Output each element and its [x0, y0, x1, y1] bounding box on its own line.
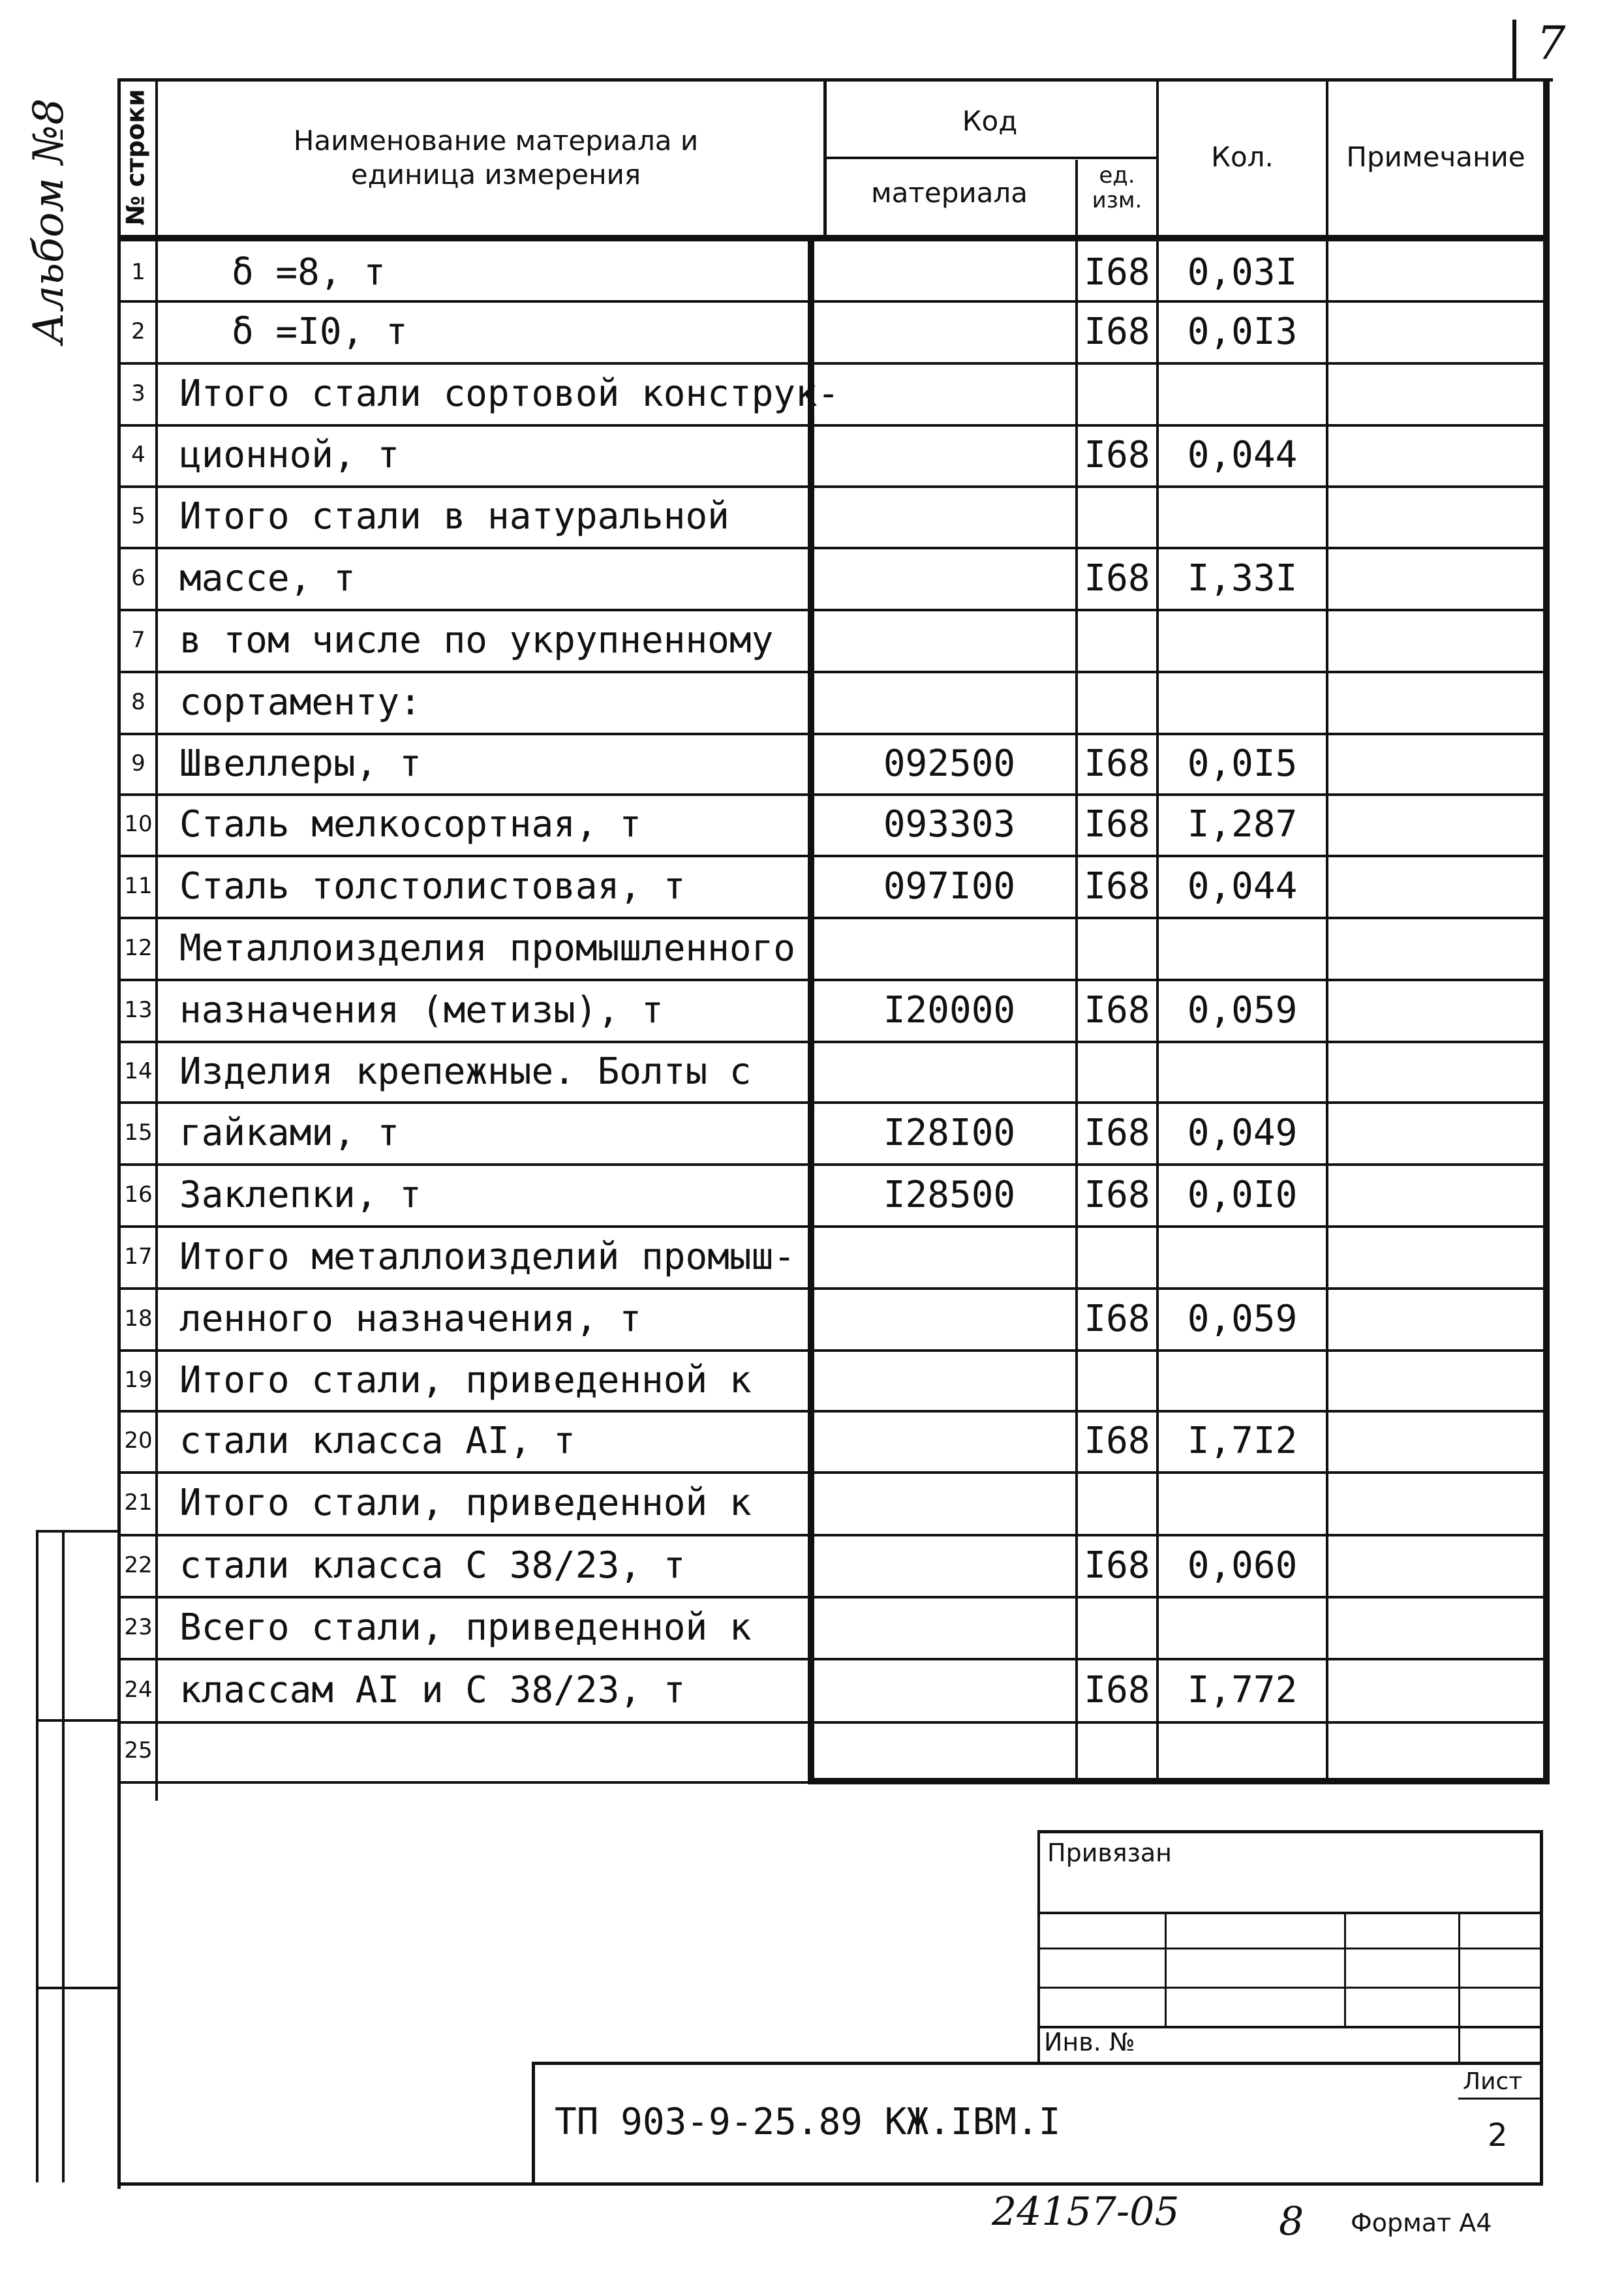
row-name: Швеллеры, т: [179, 742, 421, 785]
row-qty: I,7I2: [1187, 1420, 1298, 1462]
row-number: 17: [124, 1243, 153, 1270]
row-code: 093303: [883, 803, 1016, 846]
row-name: стали класса С 38/23, т: [179, 1544, 686, 1587]
row-number: 9: [131, 750, 146, 776]
row-name: Всего стали, приведенной к: [179, 1606, 752, 1649]
row-name: массе, т: [179, 557, 356, 600]
row-code: I28I00: [883, 1111, 1016, 1154]
header-name: Наименование материала и единица измерения: [293, 125, 699, 191]
header-row-no: № строки: [121, 89, 150, 226]
row-qty: I,287: [1187, 803, 1298, 846]
row-number: 20: [124, 1428, 153, 1454]
row-number: 3: [131, 380, 146, 406]
row-name: δ =8, т: [232, 251, 386, 294]
row-name: гайками, т: [179, 1111, 400, 1154]
row-qty: 0,059: [1187, 988, 1298, 1031]
row-qty: 0,044: [1187, 434, 1298, 476]
inv-no-label: Инв. №: [1044, 2028, 1135, 2056]
row-number: 16: [124, 1181, 153, 1208]
row-name: стали класса АI, т: [179, 1420, 575, 1462]
row-number: 7: [131, 626, 146, 653]
row-name: классам АI и С 38/23, т: [179, 1668, 686, 1711]
row-name: Сталь мелкосортная, т: [179, 803, 642, 846]
row-name: Итого стали в натуральной: [179, 495, 729, 538]
row-number: 15: [124, 1119, 153, 1146]
row-number: 2: [131, 318, 146, 344]
row-name: Заклепки, т: [179, 1173, 421, 1216]
row-number: 21: [124, 1490, 153, 1516]
format-label: Формат А4: [1351, 2208, 1492, 2237]
row-number: 1: [131, 258, 146, 285]
row-name: в том числе по укрупненному: [179, 619, 774, 662]
album-label: Альбом №8: [25, 98, 73, 344]
row-unit: I68: [1084, 1420, 1150, 1462]
row-number: 6: [131, 564, 146, 591]
row-number: 18: [124, 1305, 153, 1332]
row-number: 11: [124, 872, 153, 899]
row-qty: 0,03I: [1187, 251, 1298, 294]
row-unit: I68: [1084, 1668, 1150, 1711]
row-number: 13: [124, 996, 153, 1023]
header-note: Примечание: [1346, 141, 1525, 173]
header-code-material: материала: [870, 177, 1028, 209]
header-code: Код: [962, 105, 1018, 137]
row-name: сортаменту:: [179, 680, 421, 724]
row-qty: 0,049: [1187, 1111, 1298, 1154]
row-unit: I68: [1084, 1111, 1150, 1154]
row-unit: I68: [1084, 310, 1150, 353]
row-unit: I68: [1084, 1297, 1150, 1340]
row-code: I20000: [883, 988, 1016, 1031]
row-number: 14: [124, 1058, 153, 1084]
row-name: ленного назначения, т: [179, 1297, 642, 1340]
header-code-unit: ед. изм.: [1092, 162, 1142, 213]
row-number: 12: [124, 934, 153, 961]
row-number: 25: [124, 1737, 153, 1764]
row-code: I28500: [883, 1173, 1016, 1216]
sheet-label: Лист: [1463, 2068, 1523, 2095]
row-number: 5: [131, 503, 146, 529]
row-name: Итого стали, приведенной к: [179, 1358, 752, 1401]
row-number: 4: [131, 442, 146, 468]
row-qty: 0,0I5: [1187, 742, 1298, 785]
row-number: 22: [124, 1551, 153, 1578]
row-number: 10: [124, 811, 153, 837]
row-unit: I68: [1084, 1173, 1150, 1216]
row-name: Металлоизделия промышленного: [179, 926, 796, 970]
row-unit: I68: [1084, 251, 1150, 294]
row-qty: 0,0I3: [1187, 310, 1298, 353]
row-unit: I68: [1084, 742, 1150, 785]
row-unit: I68: [1084, 864, 1150, 908]
row-name: Итого металлоизделий промыш-: [179, 1235, 796, 1278]
row-unit: I68: [1084, 988, 1150, 1031]
row-number: 8: [131, 688, 146, 715]
row-number: 19: [124, 1366, 153, 1393]
bound-label: Привязан: [1047, 1839, 1172, 1867]
row-unit: I68: [1084, 803, 1150, 846]
row-qty: 0,0I0: [1187, 1173, 1298, 1216]
header-qty: Кол.: [1211, 141, 1274, 173]
row-name: Итого стали сортовой конструк-: [179, 372, 840, 415]
row-qty: I,772: [1187, 1668, 1298, 1711]
row-name: Итого стали, приведенной к: [179, 1482, 752, 1524]
row-unit: I68: [1084, 557, 1150, 600]
row-name: Сталь толстолистовая, т: [179, 864, 686, 908]
row-code: 092500: [883, 742, 1016, 785]
row-unit: I68: [1084, 1544, 1150, 1587]
row-name: Изделия крепежные. Болты с: [179, 1050, 752, 1093]
page-number: 7: [1537, 16, 1566, 70]
row-qty: 0,044: [1187, 864, 1298, 908]
row-number: 24: [124, 1676, 153, 1703]
sheet-number: 2: [1488, 2117, 1508, 2154]
document-code: ТП 903-9-25.89 КЖ.IВМ.I: [555, 2101, 1061, 2143]
row-name: δ =I0, т: [232, 310, 408, 353]
row-name: назначения (метизы), т: [179, 988, 664, 1031]
handwritten-number: 24157-05: [992, 2189, 1180, 2235]
row-qty: 0,060: [1187, 1544, 1298, 1587]
row-number: 23: [124, 1613, 153, 1640]
handwritten-page: 8: [1279, 2199, 1304, 2244]
row-qty: 0,059: [1187, 1297, 1298, 1340]
row-unit: I68: [1084, 434, 1150, 476]
row-code: 097I00: [883, 864, 1016, 908]
row-qty: I,33I: [1187, 557, 1298, 600]
row-name: ционной, т: [179, 434, 400, 476]
